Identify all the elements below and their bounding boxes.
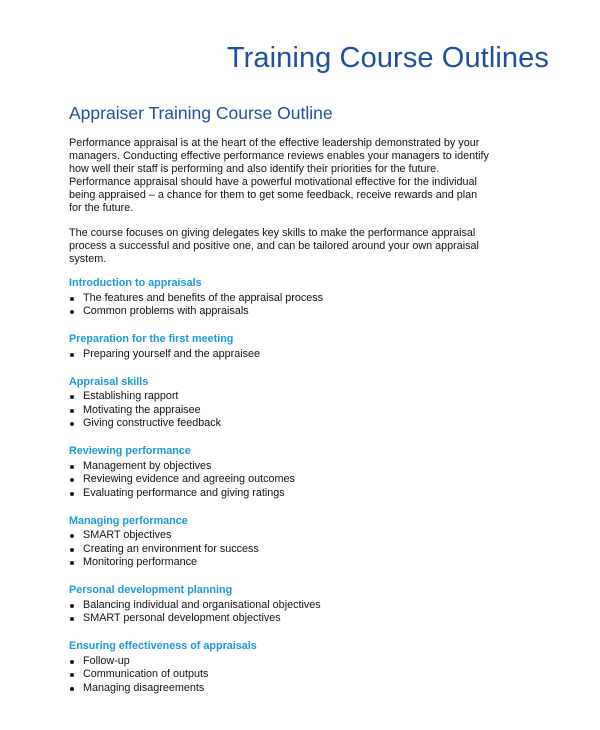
list-item [69,305,539,319]
bullet-icon [70,409,74,413]
bullet-icon [70,395,74,399]
list-item [69,543,539,557]
section-heading: Managing performance [69,514,188,527]
bullet-icon [70,617,74,621]
section-item-list [69,599,539,626]
list-item [69,390,539,404]
list-item [69,556,539,570]
list-item [69,487,539,501]
section-item-list [69,292,539,319]
bullet-icon [70,310,74,314]
section-item-list [69,529,539,570]
list-item-text: Reviewing evidence and agreeing outcomes [83,473,295,485]
bullet-icon [70,422,74,426]
section-item-list [69,390,539,431]
list-item-text: SMART objectives [83,529,172,541]
list-item [69,668,539,682]
section-heading: Reviewing performance [69,445,191,457]
section-item-list [69,655,539,696]
section-heading: Appraisal skills [69,375,149,388]
bullet-icon [70,465,74,469]
list-item [69,682,539,696]
list-item-text: Management by objectives [83,459,212,472]
bullet-icon [70,548,74,552]
list-item-text: Follow-up [83,654,130,667]
list-item-text: Motivating the appraisee [83,403,201,416]
bullet-icon [70,673,74,677]
course-section [69,515,539,570]
list-item [69,404,539,418]
intro-paragraph: Performance appraisal is at the heart of the effective leadership demonstrated by your managers. Conducting effective performance reviews enables your managers to identify how well their staff is performing and also identify their priorities for the future. Performance appraisal should have a powerful motivational effective for the individual being appraised – a chance for them to get some feedback, receive rewards and plan for the future. [69,137,489,215]
list-item [69,292,539,306]
list-item-text: Balancing individual and organisational objectives [83,598,321,611]
section-heading: Personal development planning [69,584,233,596]
bullet-icon [70,534,74,538]
list-item-text: Common problems with appraisals [83,305,249,317]
bullet-icon [70,297,74,301]
bullet-icon [70,478,74,482]
list-item-text: Preparing yourself and the appraisee [83,347,261,360]
section-item-list [69,348,539,362]
course-section [69,584,539,626]
list-item [69,417,539,431]
section-heading: Ensuring effectiveness of appraisals [69,640,257,652]
list-item-text: SMART personal development objectives [83,612,281,624]
bullet-icon [70,561,74,565]
bullet-icon [70,660,74,664]
section-heading: Preparation for the first meeting [69,333,234,345]
document-title: Training Course Outlines [226,42,549,74]
section-heading: Introduction to appraisals [69,277,202,289]
list-item-text: Evaluating performance and giving ratings [83,486,285,499]
document-subtitle: Appraiser Training Course Outline [69,103,333,123]
list-item [69,348,539,362]
list-item [69,473,539,487]
bullet-icon [70,687,74,691]
list-item [69,599,539,613]
course-section [69,333,539,361]
course-sections [69,277,539,710]
list-item [69,612,539,626]
list-item-text: Communication of outputs [83,668,209,680]
list-item-text: Establishing rapport [83,390,179,402]
course-focus-paragraph: The course focuses on giving delegates key skills to make the performance appraisal process a successful and positive one, and can be tailored around your own appraisal system. [69,227,479,266]
bullet-icon [70,353,74,357]
list-item-text: The features and benefits of the appraisal process [83,291,324,304]
course-section [69,445,539,500]
course-section [69,277,539,319]
list-item [69,529,539,543]
bullet-icon [70,492,74,496]
list-item-text: Monitoring performance [83,556,198,568]
list-item-text: Giving constructive feedback [83,417,222,429]
list-item-text: Creating an environment for success [83,542,259,555]
course-section [69,376,539,431]
list-item-text: Managing disagreements [83,681,205,694]
list-item [69,655,539,669]
bullet-icon [70,604,74,608]
section-item-list [69,460,539,501]
list-item [69,460,539,474]
course-section [69,640,539,695]
